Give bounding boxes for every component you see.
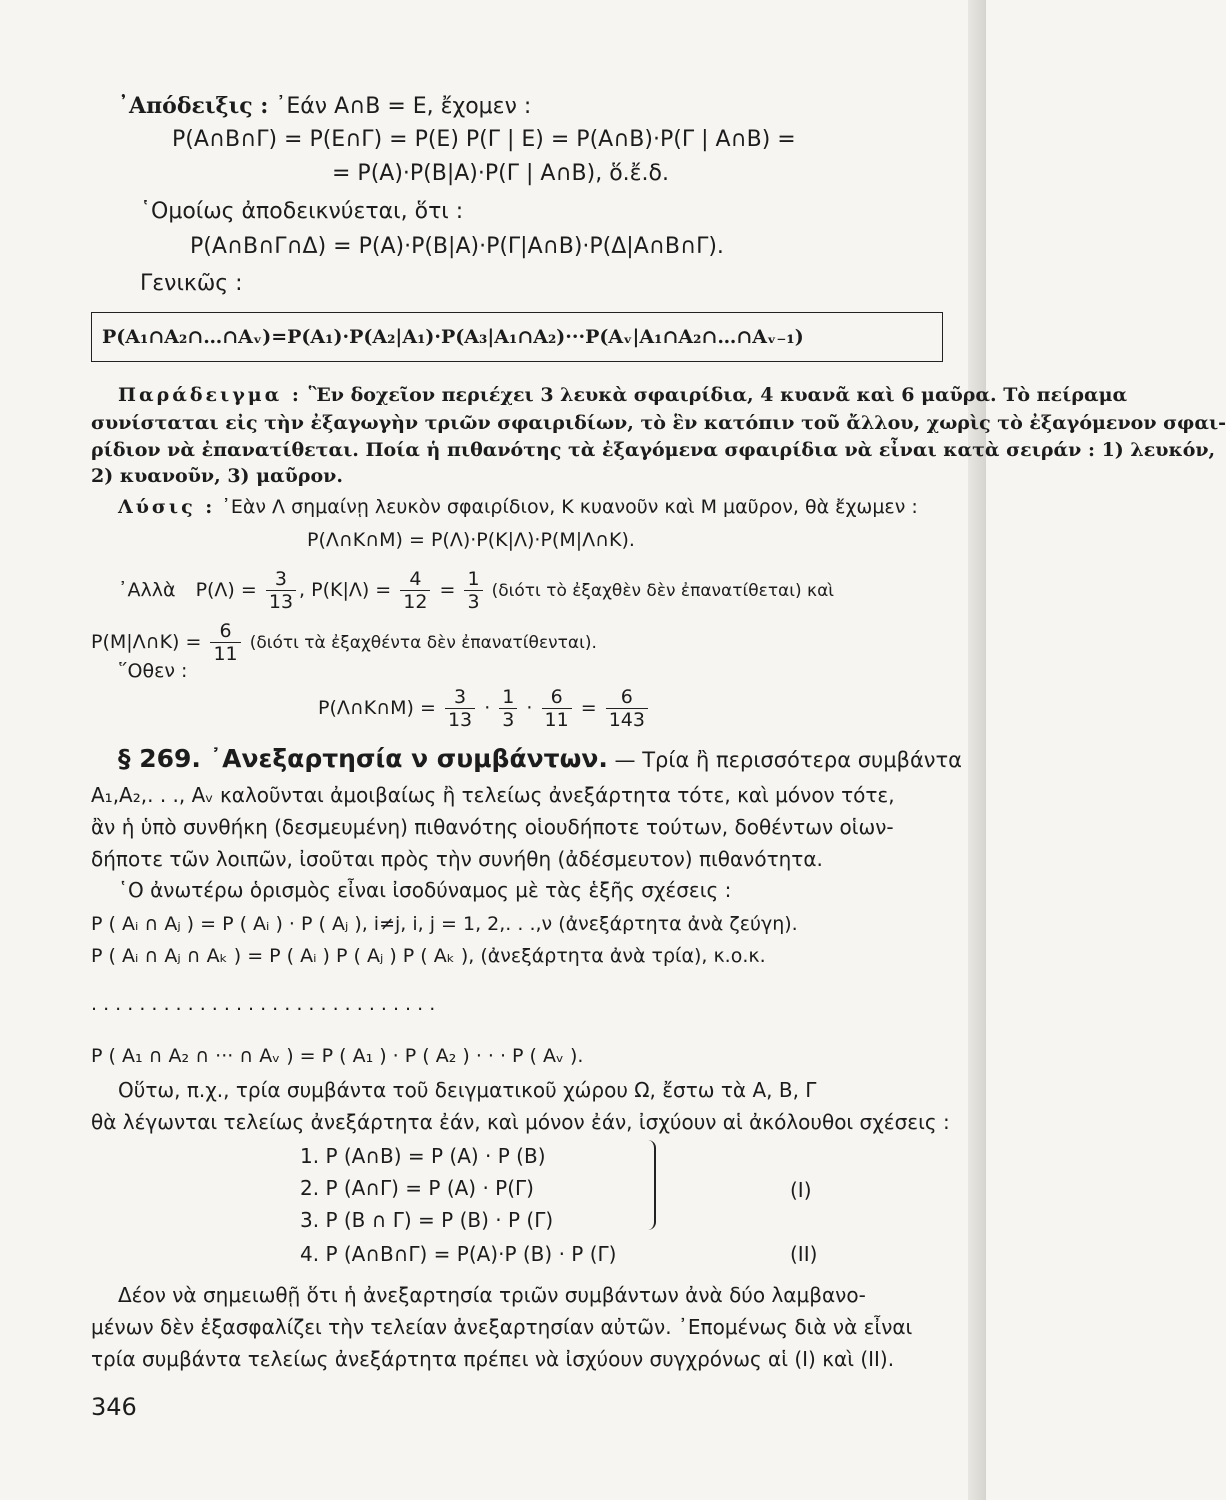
section-line-7: θὰ λέγωνται τελείως ἀνεξάρτητα ἐάν, καὶ μόνον ἐάν, ἰσχύουν αἱ ἀκόλουθοι σχέσεις : [91,1110,950,1134]
example-line-1 [118,381,1127,409]
section-line-3: ἂν ἡ ὑπὸ συνθήκη (δεσμευμένη) πιθανότης οἱουδήποτε τούτων, δοθέντων οἱων- [91,815,894,839]
example-text-1: Ἓν δοχεῖον περιέχει 3 λευκὰ σφαιρίδια, 4 κυανᾶ καὶ 6 μαῦρα. Τὸ πείραμα [308,384,1128,406]
final-lhs: P(Λ∩K∩M) = [318,697,436,719]
proof-line-2: P(A∩B∩Γ) = P(E∩Γ) = P(E) P(Γ | E) = P(A∩B)·P(Γ | A∩B) = [172,127,796,152]
section-heading-line [118,745,962,774]
proof-line-4: ῾Ομοίως ἀποδεικνύεται, ὅτι : [140,199,464,224]
proof-line-5: P(A∩B∩Γ∩Δ) = P(A)·P(B|A)·P(Γ|A∩B)·P(Δ|A∩B∩Γ). [190,234,724,259]
final-fraction-6-11: $\frac{6}{11}$ [542,686,572,731]
solution-text-1: ᾿Εὰν Λ σημαίνῃ λευκὸν σφαιρίδιον, K κυανοῦν καὶ M μαῦρον, θὰ ἔχωμεν : [221,496,918,518]
reason-2: (διότι τὰ ἐξαχθέντα δὲν ἐπανατίθενται). [249,633,597,653]
example-line-2: συνίσταται εἰς τὴν ἐξαγωγὴν τριῶν σφαιριδίων, τὸ ἓν κατόπιν τοῦ ἄλλου, χωρὶς τὸ ἐξαγόμενον σφαι- [91,412,1226,434]
final-fraction-6-143: $\frac{6}{143}$ [606,686,648,731]
example-line-4: 2) κυανοῦν, 3) μαῦρον. [91,465,343,487]
condition-4: 4. P (A∩B∩Γ) = P(A)·P (B) · P (Γ) [300,1242,617,1266]
fraction-6-11: $\frac{6}{11}$ [210,620,240,665]
page-edge-shadow [968,0,986,1500]
condition-3: 3. P (B ∩ Γ) = P (B) · P (Γ) [300,1208,554,1232]
dot-1: · [484,697,491,719]
label-I: (I) [790,1178,812,1202]
solution-label: Λύσις : [118,496,216,518]
proof-line-6: Γενικῶς : [140,271,243,296]
section-line-10: τρία συμβάντα τελείως ἀνεξάρτητα πρέπει νὰ ἰσχύουν συγχρόνως αἱ (I) καὶ (II). [91,1347,895,1371]
fraction-4-12: $\frac{4}{12}$ [400,568,430,613]
proof-lead: ᾿Απόδειξις : [118,93,269,119]
alla-word: ᾿Αλλὰ [118,579,176,601]
reason-1: (διότι τὸ ἐξαχθὲν δὲν ἐπανατίθεται) καὶ [491,581,835,601]
section-heading: § 269. ᾿Ανεξαρτησία ν συμβάντων. [118,744,608,773]
final-fraction-1-3: $\frac{1}{3}$ [499,686,517,731]
brace-group-I [640,1140,656,1230]
proof-line-1 [118,92,531,121]
section-line-6: Οὕτω, π.χ., τρία συμβάντα τοῦ δειγματικοῦ χώρου Ω, ἔστω τὰ A, B, Γ [118,1078,817,1102]
p-m-given: P(M|Λ∩K) = [91,631,202,653]
solution-fractions-line [118,568,834,613]
example-line-3: ρίδιον νὰ ἐπανατίθεται. Ποία ἡ πιθανότης τὰ ἐξαγόμενα σφαιρίδια νὰ εἶναι κατὰ σειράν : 1) λευκόν, [91,439,1216,461]
equals-final: = [580,697,597,719]
page-number: 346 [91,1393,137,1421]
relation-all: P ( A₁ ∩ A₂ ∩ ··· ∩ Aᵥ ) = P ( A₁ ) · P ( A₂ ) · · · P ( Aᵥ ). [91,1045,584,1067]
relation-triples: P ( Aᵢ ∩ Aⱼ ∩ Aₖ ) = P ( Aᵢ ) P ( Aⱼ ) P ( Aₖ ), (ἀνεξάρτητα ἀνὰ τρία), κ.ο.κ. [91,945,766,967]
fraction-3-13: $\frac{3}{13}$ [266,568,296,613]
condition-2: 2. P (A∩Γ) = P (A) · P(Γ) [300,1176,534,1200]
final-fraction-3-13: $\frac{3}{13}$ [445,686,475,731]
section-line-8: Δέον νὰ σημειωθῇ ὅτι ἡ ἀνεξαρτησία τριῶν συμβάντων ἀνὰ δύο λαμβανο- [118,1283,866,1307]
hothen: ῞Οθεν : [118,660,188,682]
p-lambda: P(Λ) = [195,579,257,601]
dot-2: · [526,697,533,719]
label-II: (II) [790,1242,818,1266]
section-line-5: ῾Ο ἀνωτέρω ὁρισμὸς εἶναι ἰσοδύναμος μὲ τὰς ἑξῆς σχέσεις : [118,878,732,902]
condition-1: 1. P (A∩B) = P (A) · P (B) [300,1144,546,1168]
relation-pairs: P ( Aᵢ ∩ Aⱼ ) = P ( Aᵢ ) · P ( Aⱼ ), i≠j, i, j = 1, 2,. . .,ν (ἀνεξάρτητα ἀνὰ ζεύγη). [91,913,798,935]
p-k-given-lambda: , P(K|Λ) = [299,579,392,601]
example-label: Παράδειγμα : [118,384,302,406]
fraction-1-3: $\frac{1}{3}$ [464,568,482,613]
solution-final-line [318,686,651,731]
general-formula-box: P(A₁∩A₂∩…∩Aᵥ)=P(A₁)·P(A₂|A₁)·P(A₃|A₁∩A₂)···P(Aᵥ|A₁∩A₂∩…∩Aᵥ₋₁) [91,312,943,362]
solution-line-1 [118,493,918,521]
section-line-4: δήποτε τῶν λοιπῶν, ἰσοῦται πρὸς τὴν συνήθη (ἀδέσμευτον) πιθανότητα. [91,847,823,871]
section-line-9: μένων δὲν ἐξασφαλίζει τὴν τελείαν ἀνεξαρτησίαν αὐτῶν. ᾿Επομένως διὰ νὰ εἶναι [91,1315,913,1339]
proof-text-1: ᾿Εάν A∩B = E, ἔχομεν : [275,94,532,119]
section-text-1: — Τρία ἢ περισσότερα συμβάντα [614,748,963,772]
equals-sign: = [439,579,456,601]
relation-dots: . . . . . . . . . . . . . . . . . . . . . . . . . . . . . [91,993,436,1015]
proof-line-3: = P(A)·P(B|A)·P(Γ | A∩B), ὅ.ἔ.δ. [332,161,669,186]
solution-line-2: P(Λ∩K∩M) = P(Λ)·P(K|Λ)·P(M|Λ∩K). [307,529,635,551]
section-line-2: A₁,A₂,. . ., Aᵥ καλοῦνται ἀμοιβαίως ἢ τελείως ἀνεξάρτητα τότε, καὶ μόνον τότε, [91,783,895,807]
